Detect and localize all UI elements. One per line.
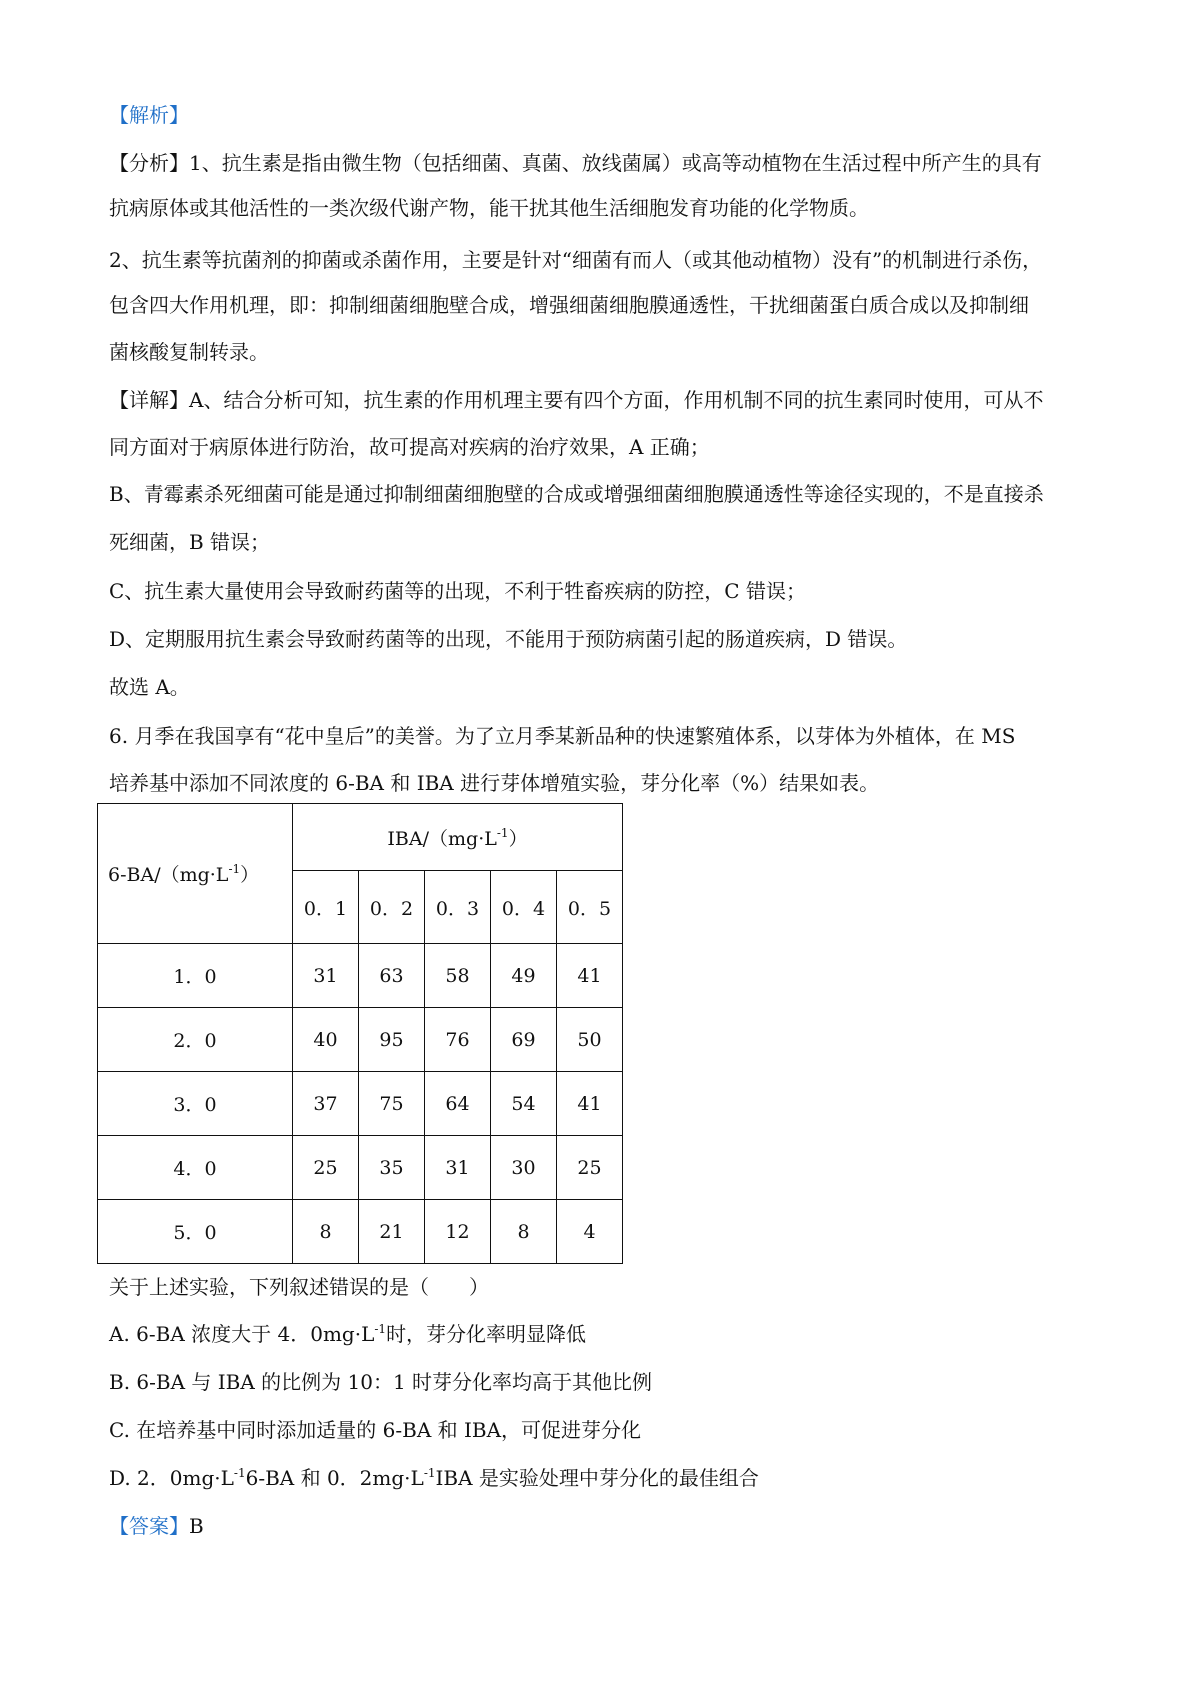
table-cell: 40 bbox=[293, 1008, 359, 1072]
col-header-cell: 0．3 bbox=[425, 871, 491, 944]
option-a: A. 6-BA 浓度大于 4．$0mg\cdot L^{-1}$时，芽分化率明显降低 bbox=[109, 1322, 587, 1346]
col-axis-header: IBA/$(mg\cdot L^{-1})$ bbox=[293, 804, 623, 871]
col-header-cell: 0．1 bbox=[293, 871, 359, 944]
table-cell: 31 bbox=[425, 1136, 491, 1200]
table-cell: 37 bbox=[293, 1072, 359, 1136]
table-cell: 63 bbox=[359, 944, 425, 1008]
table-cell: 25 bbox=[293, 1136, 359, 1200]
row-label: 4．0 bbox=[98, 1136, 293, 1200]
question-stem: 关于上述实验，下列叙述错误的是（ ） bbox=[109, 1275, 489, 1299]
table-cell: 8 bbox=[491, 1200, 557, 1264]
xiangjie-line-a2: 同方面对于病原体进行防治，故可提高对疾病的治疗效果，A 正确； bbox=[109, 435, 710, 459]
fenxi-line-5: 菌核酸复制转录。 bbox=[109, 340, 269, 364]
col-header-cell: 0．2 bbox=[359, 871, 425, 944]
table-row bbox=[98, 1008, 623, 1072]
fenxi-text-1: 1、抗生素是指由微生物（包括细菌、真菌、放线菌属）或高等动植物在生活过程中所产生的具有 bbox=[189, 151, 1042, 175]
xiangjie-line-d: D、定期服用抗生素会导致耐药菌等的出现，不能用于预防病菌引起的肠道疾病，D 错误。 bbox=[109, 627, 908, 651]
xiangjie-line-a1 bbox=[109, 385, 1043, 415]
table-cell: 31 bbox=[293, 944, 359, 1008]
table-cell: 95 bbox=[359, 1008, 425, 1072]
answer-line bbox=[109, 1511, 204, 1541]
fenxi-label: 【分析】 bbox=[109, 151, 189, 175]
table-cell: 49 bbox=[491, 944, 557, 1008]
xiangjie-text-a1: A、结合分析可知，抗生素的作用机理主要有四个方面，作用机制不同的抗生素同时使用，可从不 bbox=[189, 388, 1044, 412]
xiangjie-choose: 故选 A。 bbox=[109, 675, 190, 699]
answer-value: B bbox=[189, 1514, 204, 1538]
table-cell: 41 bbox=[557, 944, 623, 1008]
table-cell: 69 bbox=[491, 1008, 557, 1072]
table-cell: 21 bbox=[359, 1200, 425, 1264]
results-table bbox=[97, 803, 623, 1264]
option-c: C. 在培养基中同时添加适量的 6-BA 和 IBA，可促进芽分化 bbox=[109, 1418, 642, 1442]
table-cell: 76 bbox=[425, 1008, 491, 1072]
table-row bbox=[98, 1200, 623, 1264]
answer-label: 【答案】 bbox=[109, 1514, 189, 1538]
row-label: 3．0 bbox=[98, 1072, 293, 1136]
option-d: D. 2．$0mg\cdot L^{-1}6-BA$ 和 0．$2mg\cdot L^{-1}IBA$ 是实验处理中芽分化的最佳组合 bbox=[109, 1466, 759, 1490]
table-cell: 4 bbox=[557, 1200, 623, 1264]
analysis-label: 【解析】 bbox=[109, 103, 189, 127]
table-cell: 41 bbox=[557, 1072, 623, 1136]
question-6-line-2: 培养基中添加不同浓度的 6-BA 和 IBA 进行芽体增殖实验，芽分化率（%）结果如表。 bbox=[109, 771, 880, 795]
xiangjie-line-c: C、抗生素大量使用会导致耐药菌等的出现，不利于牲畜疾病的防控，C 错误； bbox=[109, 579, 806, 603]
row-label: 1．0 bbox=[98, 944, 293, 1008]
table-row bbox=[98, 944, 623, 1008]
table-row bbox=[98, 1072, 623, 1136]
table-row bbox=[98, 1136, 623, 1200]
xiangjie-line-b1: B、青霉素杀死细菌可能是通过抑制细菌细胞壁的合成或增强细菌细胞膜通透性等途径实现的，不是直接杀 bbox=[109, 482, 1044, 506]
row-label: 5．0 bbox=[98, 1200, 293, 1264]
option-b: B. 6-BA 与 IBA 的比例为 10：1 时芽分化率均高于其他比例 bbox=[109, 1370, 653, 1394]
fenxi-line-2: 抗病原体或其他活性的一类次级代谢产物，能干扰其他生活细胞发育功能的化学物质。 bbox=[109, 196, 869, 220]
table-cell: 25 bbox=[557, 1136, 623, 1200]
table-cell: 12 bbox=[425, 1200, 491, 1264]
table-cell: 54 bbox=[491, 1072, 557, 1136]
question-6-line-1: 6. 月季在我国享有“花中皇后”的美誉。为了立月季某新品种的快速繁殖体系，以芽体为外植体，在 MS bbox=[109, 724, 1016, 748]
fenxi-line-3: 2、抗生素等抗菌剂的抑菌或杀菌作用，主要是针对“细菌有而人（或其他动植物）没有”的机制进行杀伤， bbox=[109, 248, 1043, 272]
table-cell: 50 bbox=[557, 1008, 623, 1072]
fenxi-line-4: 包含四大作用机理，即：抑制细菌细胞壁合成，增强细菌细胞膜通透性，干扰细菌蛋白质合成以及抑制细 bbox=[109, 293, 1029, 317]
table-cell: 35 bbox=[359, 1136, 425, 1200]
xiangjie-label: 【详解】 bbox=[109, 388, 189, 412]
col-header-cell: 0．4 bbox=[491, 871, 557, 944]
xiangjie-line-b2: 死细菌，B 错误； bbox=[109, 530, 271, 554]
table-cell: 8 bbox=[293, 1200, 359, 1264]
row-label: 2．0 bbox=[98, 1008, 293, 1072]
table-cell: 64 bbox=[425, 1072, 491, 1136]
fenxi-line-1 bbox=[109, 148, 1042, 178]
table-cell: 75 bbox=[359, 1072, 425, 1136]
table-cell: 58 bbox=[425, 944, 491, 1008]
table-cell: 30 bbox=[491, 1136, 557, 1200]
col-header-cell: 0．5 bbox=[557, 871, 623, 944]
row-axis-header: $6-BA/(mg\cdot L^{-1})$ bbox=[98, 804, 293, 944]
